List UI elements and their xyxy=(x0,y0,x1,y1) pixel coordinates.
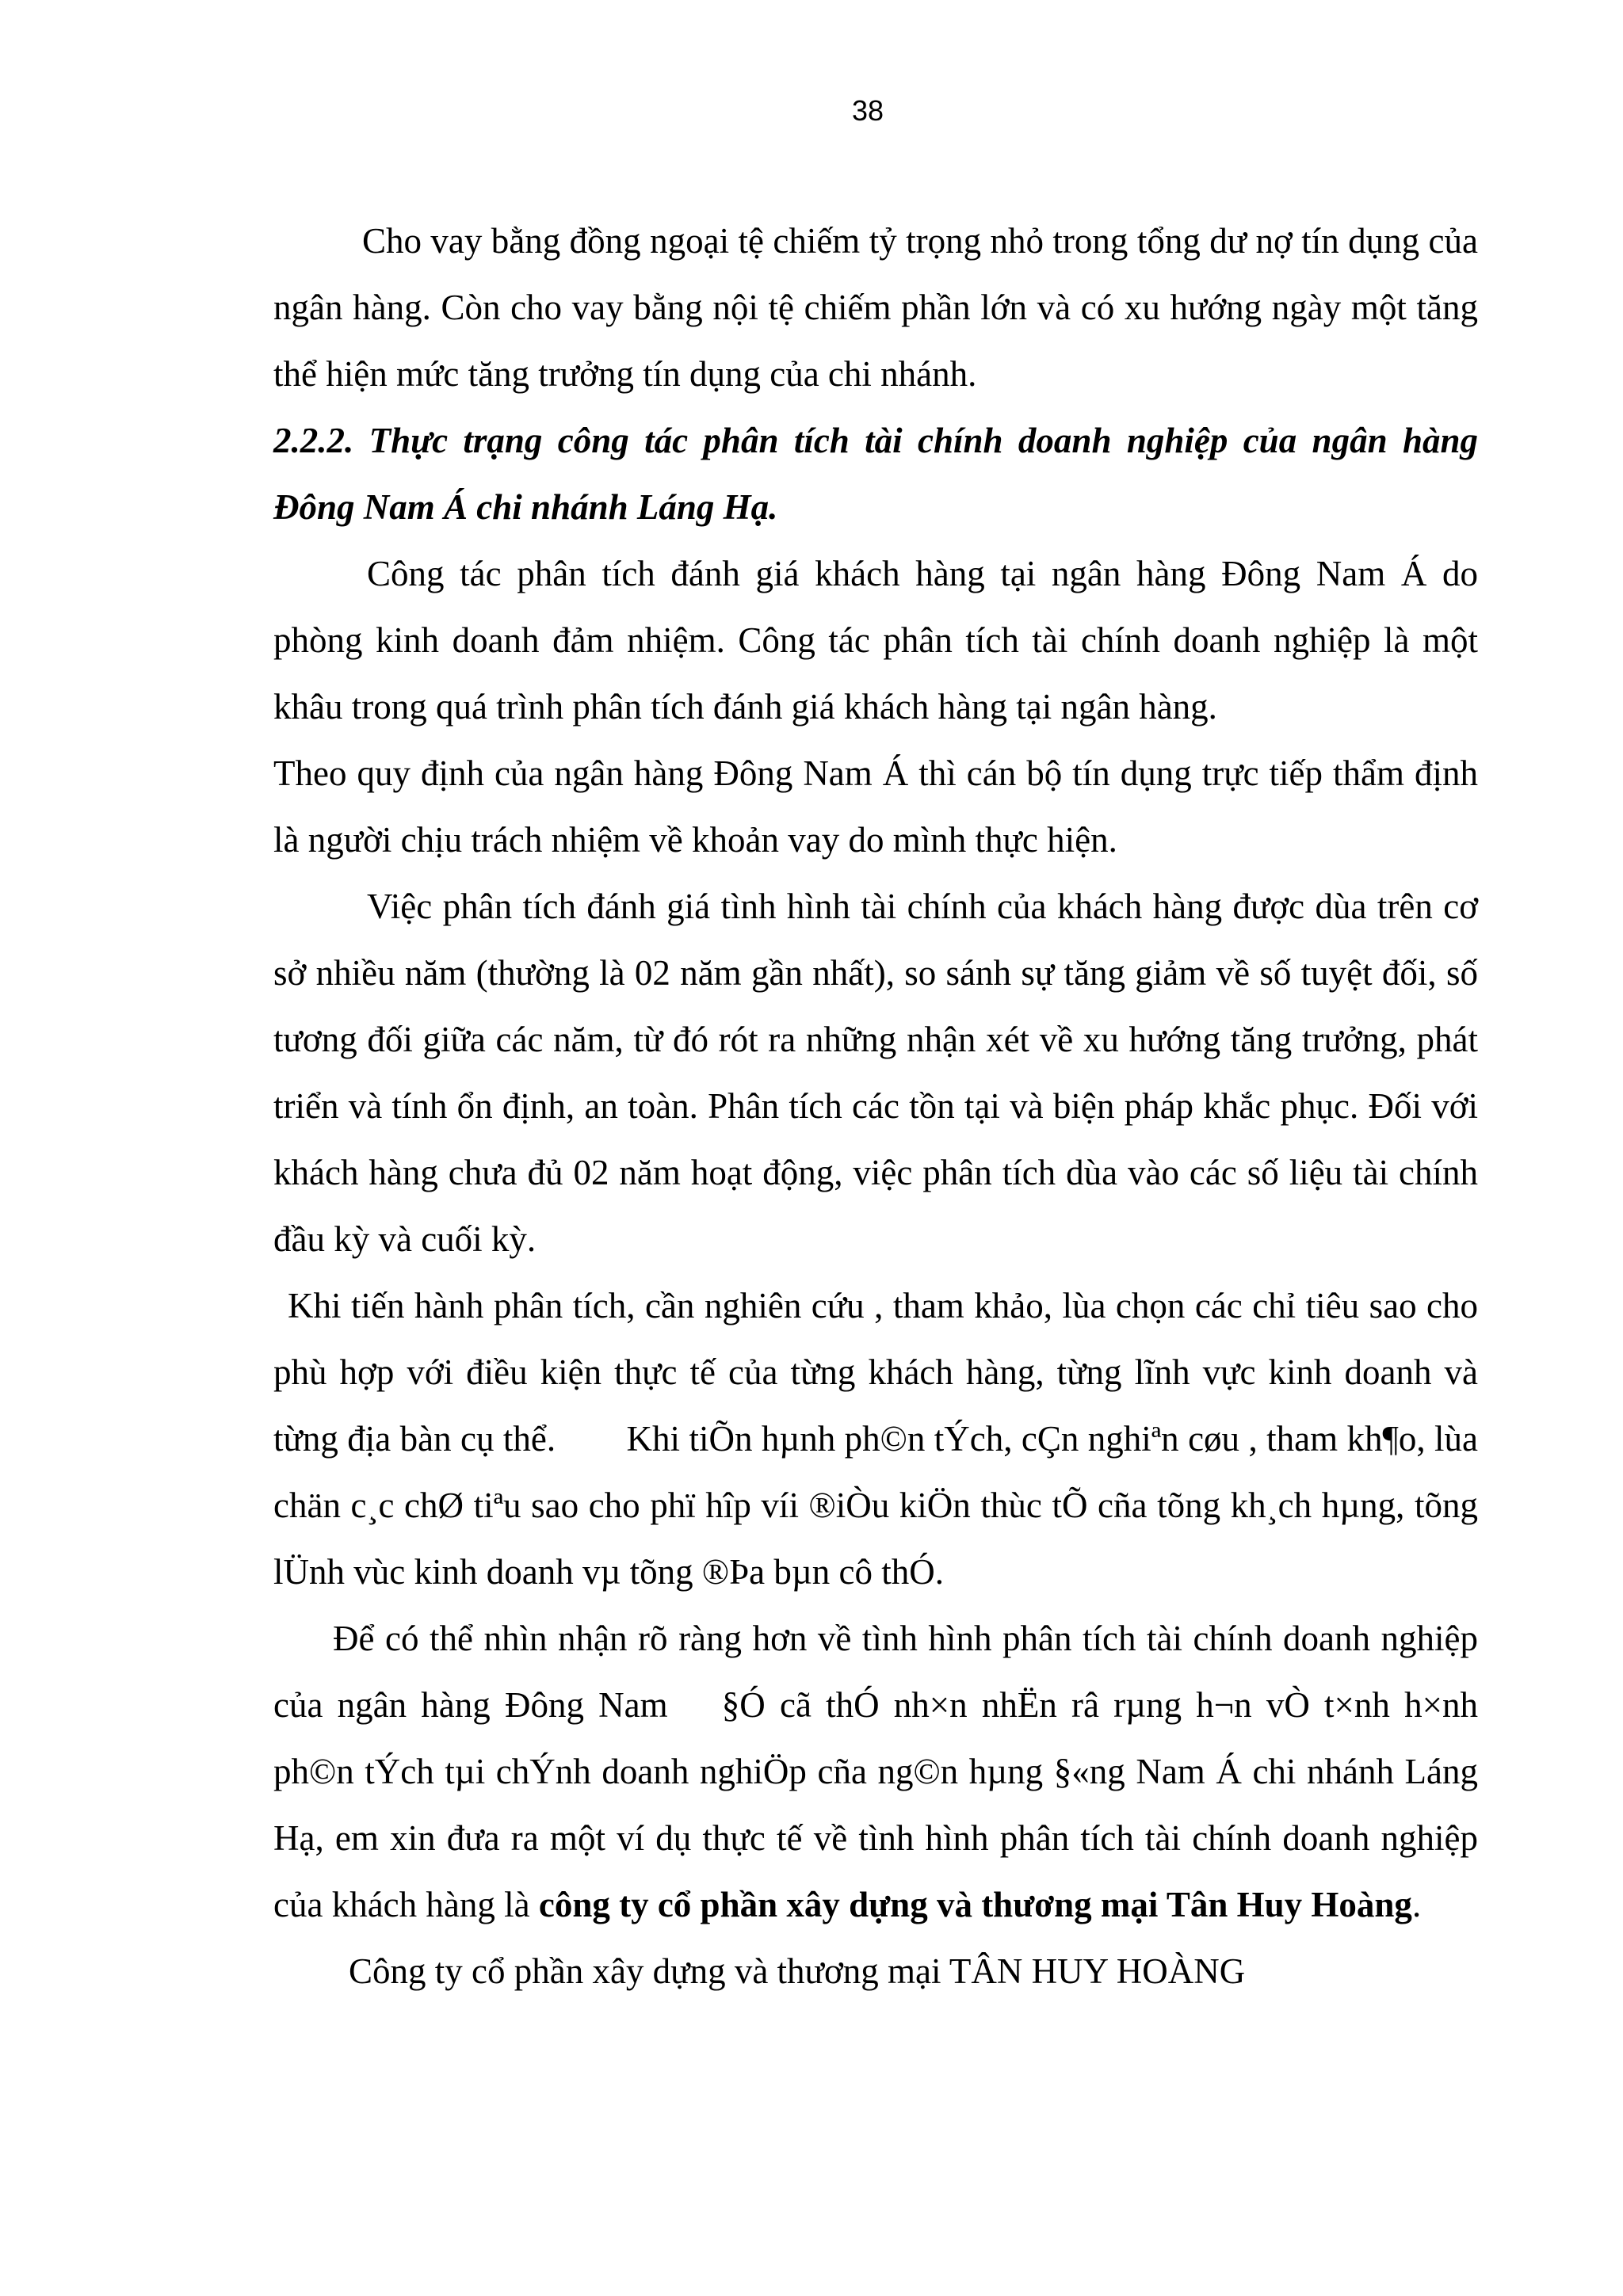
paragraph-foreign-currency-loans: Cho vay bằng đồng ngoại tệ chiếm tỷ trọng nhỏ trong tổng dư nợ tín dụng của ngân hàng. Còn cho vay bằng nội tệ chiếm phần lớn và có xu hướng ngày một tăng thể hiện mức tăng trưởng tín dụng của chi nhánh. xyxy=(273,221,1478,394)
example-intro-lead: Để có thể nhìn nhận rõ ràng hơn về tình hình phân tích tài chính doanh nghiệp của ngân hàng Đông Nam xyxy=(273,1619,1478,1725)
section-heading-2-2-2: 2.2.2. Thực trạng công tác phân tích tài chính doanh nghiệp của ngân hàng Đông Nam Á chi nhánh Láng Hạ. xyxy=(273,421,1478,527)
page-number: 38 xyxy=(851,94,884,127)
paragraph-example-intro xyxy=(273,1605,1478,1938)
paragraph-financial-evaluation: Việc phân tích đánh giá tình hình tài chính của khách hàng được dùa trên cơ sở nhiều năm (thường là 02 năm gần nhất), so sánh sự tăng giảm về số tuyệt đối, số tương đối giữa các năm, từ đó rót ra những nhận xét về xu hướng tăng trưởng, phát triển và tính ổn định, an toàn. Phân tích các tồn tại và biện pháp khắc phục. Đối với khách hàng chưa đủ 02 năm hoạt động, việc phân tích dùa vào các số liệu tài chính đầu kỳ và cuối kỳ. xyxy=(273,887,1478,1259)
paragraph-credit-officer-regulation: Theo quy định của ngân hàng Đông Nam Á thì cán bộ tín dụng trực tiếp thẩm định là người chịu trách nhiệm về khoản vay do mình thực hiện. xyxy=(273,753,1478,860)
example-intro-tail: Á chi nhánh Láng Hạ, em xin đưa ra một ví dụ thực tế về tình hình phân tích tài chính doanh nghiệp của khách hàng là xyxy=(273,1752,1478,1924)
paragraph-company-title: Công ty cổ phần xây dựng và thương mại TÂN HUY HOÀNG xyxy=(349,1951,1246,1991)
indicator-selection-text: Khi tiến hành phân tích, cần nghiên cứu , tham khảo, lùa chọn các chỉ tiêu sao cho phù hợp với điều kiện thực tế của từng khách hàng, từng lĩnh vực kinh doanh và từng địa bàn cụ thể. xyxy=(273,1286,1478,1459)
indicator-selection-garbled-text: Khi tiÕn hµnh ph©n tÝch, cÇn nghiªn cøu , tham kh¶o, lùa chän c¸c chØ tiªu sao cho phï hîp víi ®iÒu kiÖn thùc tÕ cña tõng kh¸ch hµng, tõng lÜnh vùc kinh doanh vµ tõng ®Þa bµn cô thÓ. xyxy=(273,1419,1478,1592)
example-intro-end: . xyxy=(1411,1885,1422,1924)
example-intro-garbled: §Ó cã thÓ nh×n nhËn râ rµng h¬n vÒ t×nh h×nh ph©n tÝch tµi chÝnh doanh nghiÖp cña ng©n hµng §«ng Nam xyxy=(273,1685,1478,1791)
company-name-bold: công ty cổ phần xây dựng và thương mại Tân Huy Hoàng xyxy=(538,1885,1412,1924)
paragraph-customer-analysis: Công tác phân tích đánh giá khách hàng tại ngân hàng Đông Nam Á do phòng kinh doanh đảm nhiệm. Công tác phân tích tài chính doanh nghiệp là một khâu trong quá trình phân tích đánh giá khách hàng tại ngân hàng. xyxy=(273,554,1478,727)
paragraph-indicator-selection xyxy=(273,1272,1478,1605)
